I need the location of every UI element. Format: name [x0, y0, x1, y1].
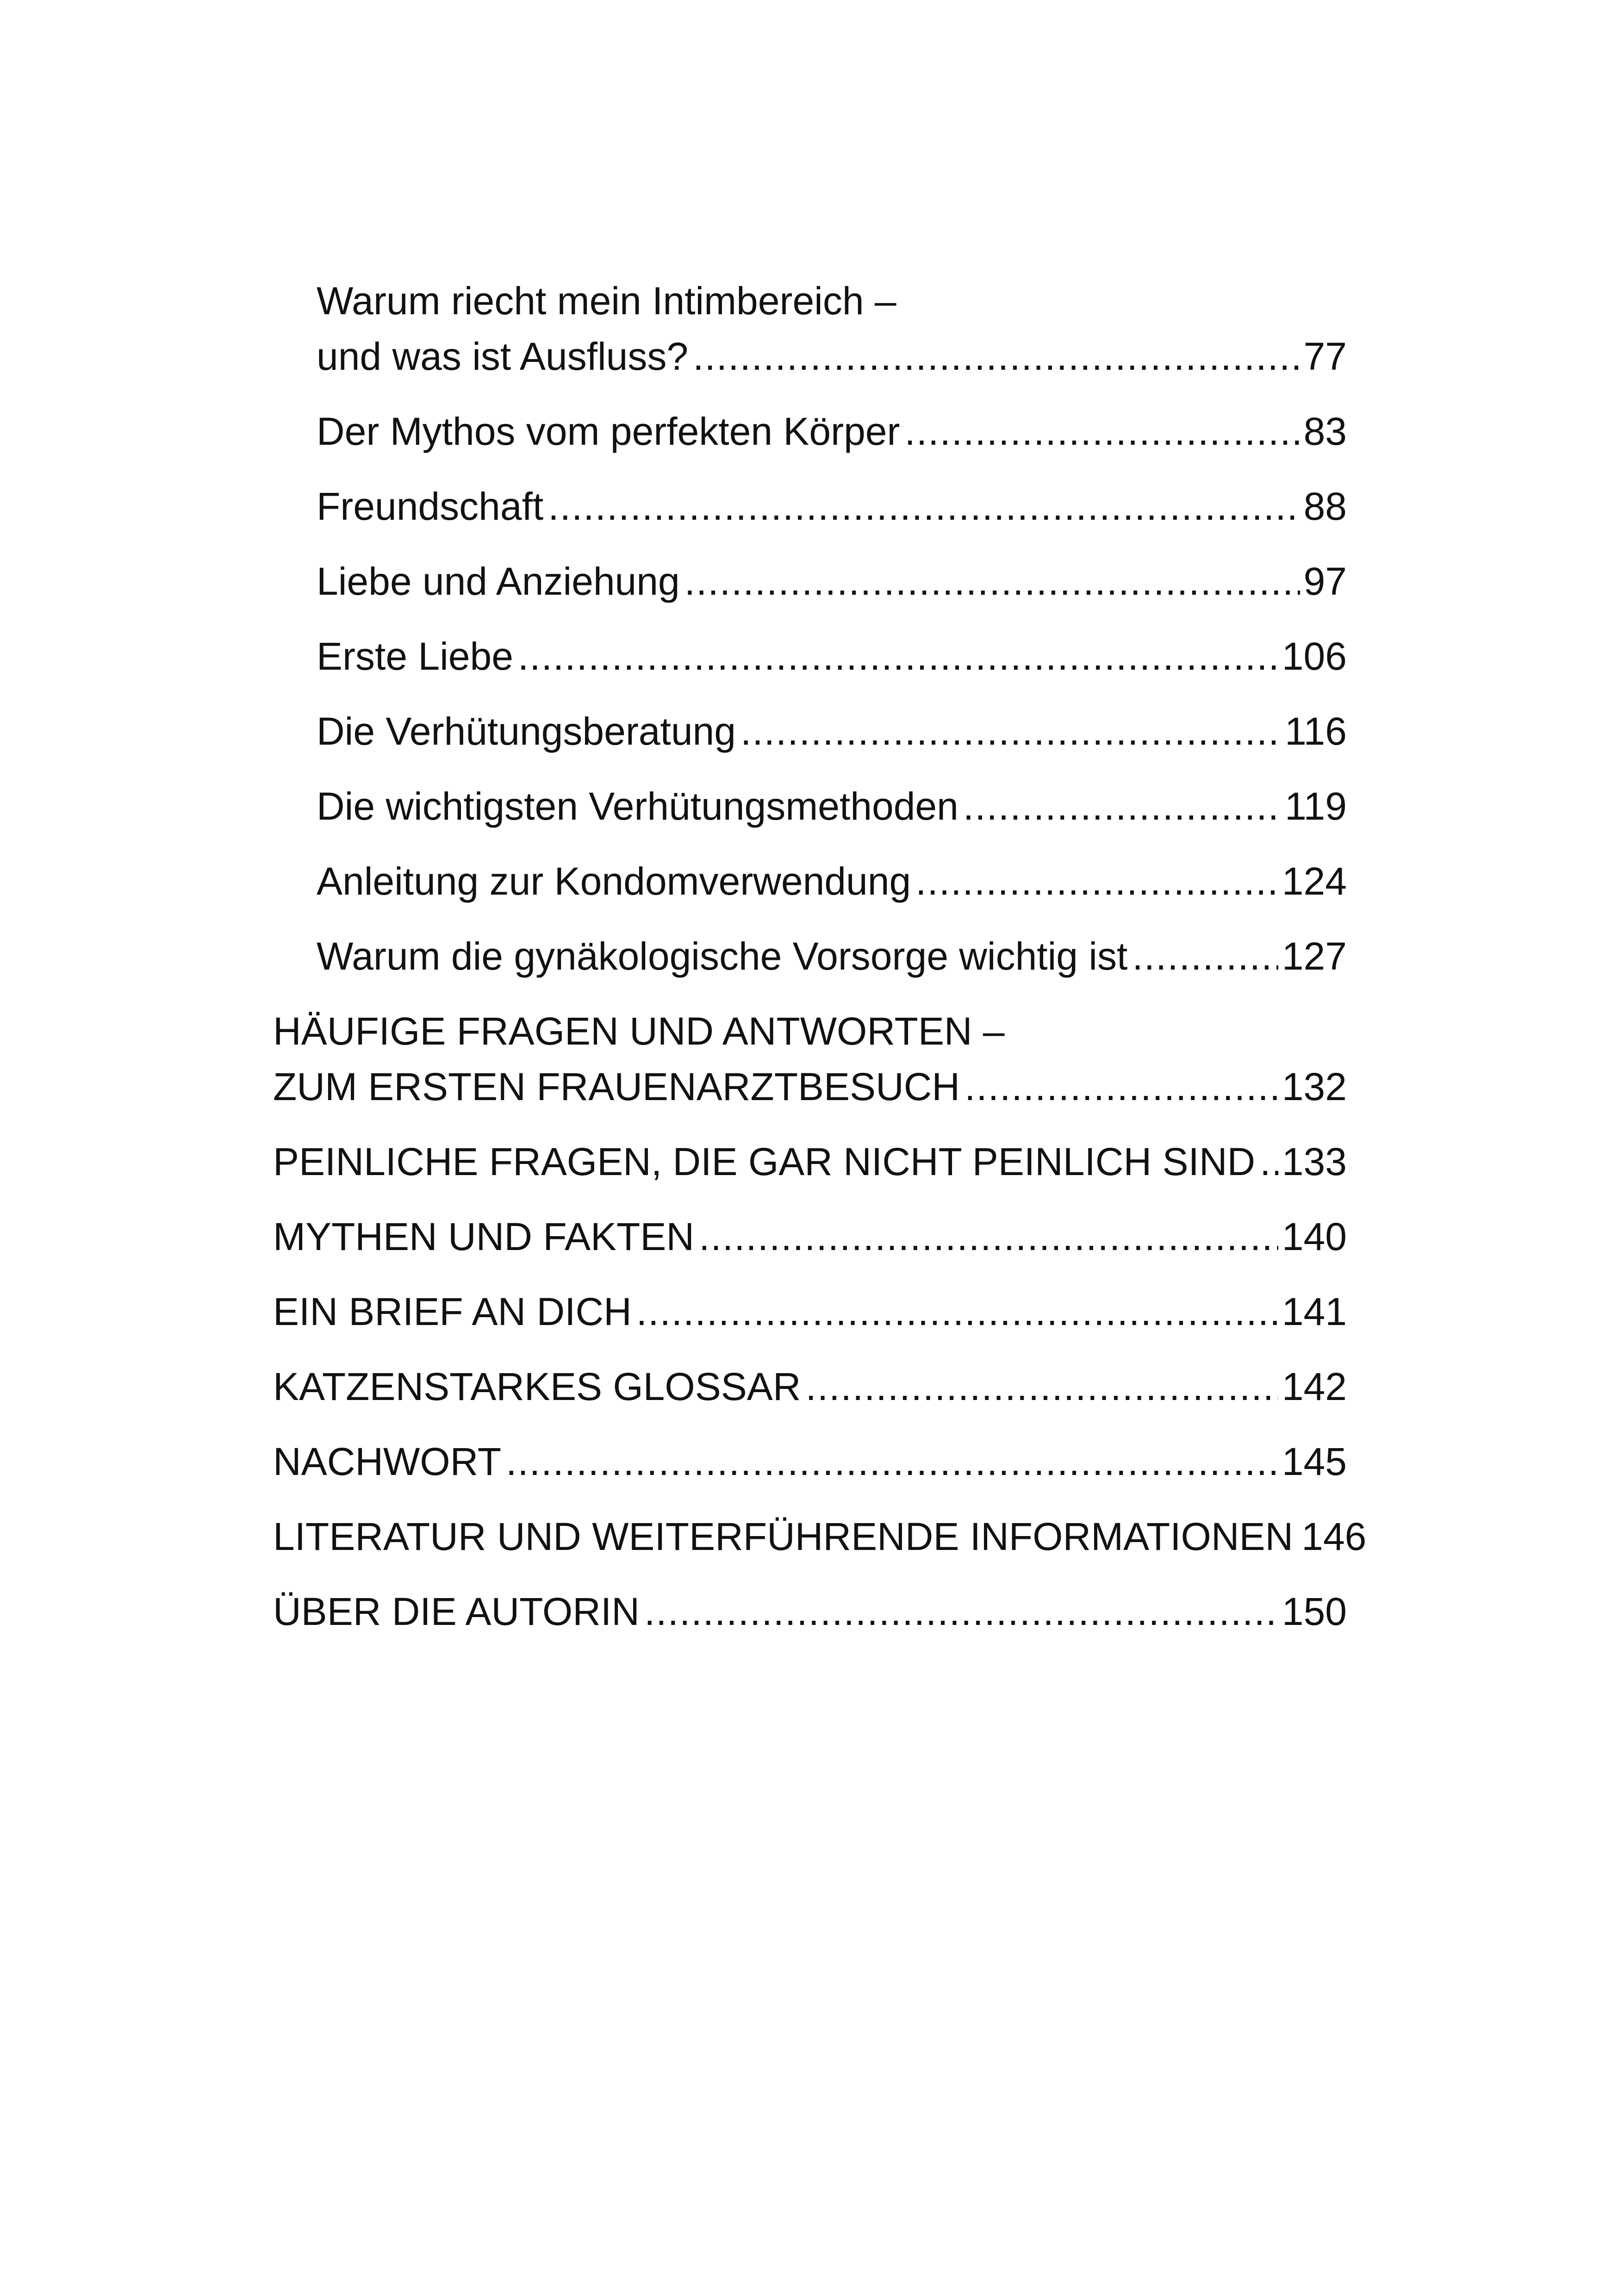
- dot-leader: [905, 404, 1300, 459]
- dot-leader: [741, 703, 1281, 759]
- toc-entry-title: MYTHEN UND FAKTEN: [273, 1215, 695, 1258]
- toc-entry-title: Erste Liebe: [317, 635, 513, 678]
- toc-entry-title: Liebe und Anziehung: [317, 560, 680, 603]
- toc-page-number: 116: [1285, 709, 1347, 753]
- toc-entry-title: PEINLICHE FRAGEN, DIE GAR NICHT PEINLICH SIND: [273, 1140, 1256, 1183]
- toc-entry[interactable]: [273, 1509, 1367, 1564]
- toc-page-number: 88: [1303, 485, 1347, 528]
- toc-page-number: 132: [1282, 1065, 1347, 1108]
- dot-leader: [965, 1059, 1278, 1114]
- toc-page-number: 124: [1282, 859, 1347, 903]
- toc-entry[interactable]: [273, 1584, 1347, 1639]
- toc-page-number: 83: [1303, 410, 1347, 453]
- toc-entry-title-line1: Warum riecht mein Intimbereich –: [317, 279, 896, 323]
- dot-leader: [915, 853, 1278, 909]
- toc-entry-title: ÜBER DIE AUTORIN: [273, 1590, 640, 1633]
- toc-entry-title: NACHWORT: [273, 1440, 502, 1483]
- table-of-contents: [273, 273, 1367, 1639]
- dot-leader: [518, 628, 1278, 684]
- dot-leader: [963, 778, 1281, 834]
- toc-page-number: 119: [1285, 784, 1347, 828]
- toc-page-number: 146: [1301, 1515, 1367, 1558]
- toc-entry-title: EIN BRIEF AN DICH: [273, 1290, 632, 1333]
- toc-entry[interactable]: [273, 1359, 1347, 1414]
- toc-entry[interactable]: [317, 703, 1347, 759]
- toc-entry-title: Die Verhütungsberatung: [317, 709, 736, 753]
- toc-entry[interactable]: [317, 853, 1347, 909]
- toc-entry-title: LITERATUR UND WEITERFÜHRENDE INFORMATIONEN: [273, 1515, 1294, 1558]
- dot-leader: [636, 1284, 1278, 1339]
- dot-leader: [685, 554, 1300, 609]
- toc-page-number: 133: [1282, 1140, 1347, 1183]
- toc-page-number: 142: [1282, 1365, 1347, 1408]
- dot-leader: [693, 329, 1300, 384]
- dot-leader: [548, 479, 1300, 534]
- toc-page-number: 127: [1282, 934, 1347, 978]
- toc-page-number: 97: [1303, 560, 1347, 603]
- toc-page-number: 150: [1282, 1590, 1347, 1633]
- dot-leader: [1260, 1134, 1278, 1189]
- dot-leader: [644, 1584, 1278, 1639]
- toc-entry-title: und was ist Ausfluss?: [317, 335, 689, 378]
- dot-leader: [506, 1434, 1278, 1489]
- toc-entry-title: ZUM ERSTEN FRAUENARZTBESUCH: [273, 1065, 960, 1108]
- toc-entry-title: Anleitung zur Kondomverwendung: [317, 859, 911, 903]
- toc-entry[interactable]: [273, 1434, 1347, 1489]
- toc-entry-title: Der Mythos vom perfekten Körper: [317, 410, 900, 453]
- toc-entry[interactable]: [273, 1209, 1347, 1264]
- toc-page-number: 77: [1303, 335, 1347, 378]
- toc-entry-title: Freundschaft: [317, 485, 544, 528]
- toc-page-number: 145: [1282, 1440, 1347, 1483]
- toc-entry[interactable]: [317, 778, 1347, 834]
- toc-page-number: 140: [1282, 1215, 1347, 1258]
- toc-entry[interactable]: [317, 479, 1347, 534]
- toc-entry[interactable]: [317, 273, 1347, 384]
- toc-entry[interactable]: [317, 554, 1347, 609]
- dot-leader: [805, 1359, 1278, 1414]
- toc-entry-title-line1: HÄUFIGE FRAGEN UND ANTWORTEN –: [273, 1009, 1005, 1053]
- dot-leader: [699, 1209, 1278, 1264]
- toc-entry-title: KATZENSTARKES GLOSSAR: [273, 1365, 801, 1408]
- toc-entry[interactable]: [273, 1003, 1347, 1114]
- toc-entry[interactable]: [317, 928, 1347, 984]
- toc-entry[interactable]: [317, 404, 1347, 459]
- toc-entry[interactable]: [273, 1284, 1347, 1339]
- toc-entry[interactable]: [273, 1134, 1347, 1189]
- dot-leader: [1132, 928, 1278, 984]
- toc-page-number: 106: [1282, 635, 1347, 678]
- toc-entry-title: Warum die gynäkologische Vorsorge wichtig ist: [317, 934, 1128, 978]
- toc-page-number: 141: [1282, 1290, 1347, 1333]
- toc-entry[interactable]: [317, 628, 1347, 684]
- toc-entry-title: Die wichtigsten Verhütungsmethoden: [317, 784, 958, 828]
